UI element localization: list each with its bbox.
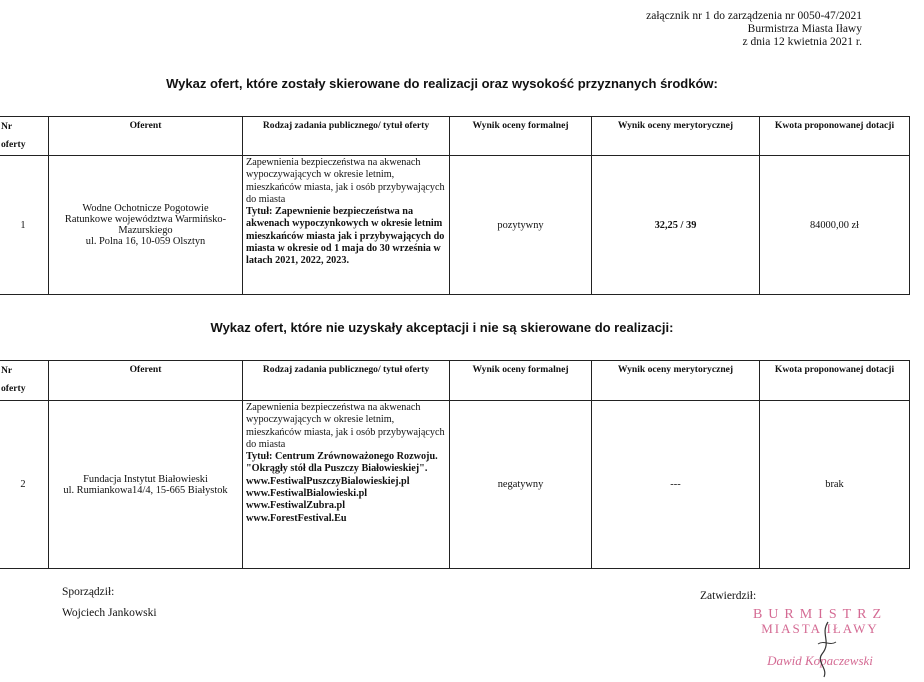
cell-nr: 1 — [0, 156, 49, 295]
stamp-city: MIASTA IŁAWY — [761, 621, 879, 636]
col-header-nr-line2: oferty — [1, 383, 26, 394]
cell-nr: 2 — [0, 401, 49, 569]
link-festiwal-bialowieski: www.FestiwalBialowieski.pl — [246, 488, 368, 500]
stamp-title: BURMISTRZ — [752, 607, 888, 622]
cell-oferent — [49, 156, 243, 295]
oferent-line2: ul. Rumiankowa14/4, 15-665 Białystok — [63, 484, 228, 496]
oferent-line1: Fundacja Instytut Białowieski — [83, 473, 208, 485]
cell-merit: 32,25 / 39 — [592, 156, 760, 295]
prepared-by-label: Sporządził: — [62, 586, 115, 598]
cell-formal: pozytywny — [450, 156, 592, 295]
oferent-line1: Wodne Ochotnicze Pogotowie — [82, 203, 209, 214]
link-festiwal-zubra: www.FestiwalZubra.pl — [246, 500, 346, 512]
col-header-oferent: Oferent — [49, 361, 243, 401]
col-header-task: Rodzaj zadania publicznego/ tytuł oferty — [243, 117, 450, 156]
section1-title: Wykaz ofert, które zostały skierowane do realizacji oraz wysokość przyznanych środków: — [166, 76, 718, 91]
table-row — [0, 156, 910, 295]
attachment-note — [560, 10, 862, 49]
col-header-amount: Kwota proponowanej dotacji — [760, 361, 910, 401]
cell-merit: --- — [592, 401, 760, 569]
cell-amount: brak — [760, 401, 910, 569]
col-header-nr — [0, 361, 49, 401]
attachment-note-line1: załącznik nr 1 do zarządzenia nr 0050-47/2021 — [646, 10, 862, 22]
approved-by-label: Zatwierdził: — [700, 590, 757, 602]
attachment-note-line3: z dnia 12 kwietnia 2021 r. — [742, 36, 862, 48]
col-header-nr-line1: Nr — [1, 365, 13, 376]
col-header-nr-line1: Nr — [1, 121, 13, 132]
col-header-merit: Wynik oceny merytorycznej — [592, 117, 760, 156]
table-header-row — [0, 361, 910, 401]
col-header-nr-line2: oferty — [1, 139, 26, 150]
cell-task — [243, 156, 450, 295]
stamp-name: Dawid Kopaczewski — [767, 653, 873, 668]
table-header-row — [0, 117, 910, 156]
col-header-amount: Kwota proponowanej dotacji — [760, 117, 910, 156]
rejected-offers-table — [0, 360, 910, 569]
task-description: Zapewnienia bezpieczeństwa na akwenach wypoczywających w okresie letnim, mieszkańców miasta, jak i osób przybywających do miasta — [246, 157, 445, 205]
cell-oferent — [49, 401, 243, 569]
cell-formal: negatywny — [450, 401, 592, 569]
task-title: Tytuł: Centrum Zrównoważonego Rozwoju. "Okrągły stół dla Puszczy Białowieskiej". — [246, 451, 438, 475]
task-description: Zapewnienia bezpieczeństwa na akwenach wypoczywających w okresie letnim, mieszkańców miasta, jak i osób przybywających do miasta — [246, 402, 445, 450]
col-header-formal: Wynik oceny formalnej — [450, 361, 592, 401]
col-header-task: Rodzaj zadania publicznego/ tytuł oferty — [243, 361, 450, 401]
cell-task — [243, 401, 450, 569]
table-row — [0, 401, 910, 569]
attachment-note-line2: Burmistrza Miasta Iławy — [747, 23, 862, 35]
task-title: Tytuł: Zapewnienie bezpieczeństwa na akwenach wypoczynkowych w okresie letnim mieszkańców miasta jak i przybywających do miasta w okresie od 1 maja do 30 września w latach 2021, 2022, 2023. — [246, 206, 445, 267]
col-header-formal: Wynik oceny formalnej — [450, 117, 592, 156]
accepted-offers-table — [0, 116, 910, 295]
prepared-by-name: Wojciech Jankowski — [62, 607, 157, 619]
cell-amount: 84000,00 zł — [760, 156, 910, 295]
oferent-line3: Mazurskiego — [118, 225, 173, 236]
col-header-oferent: Oferent — [49, 117, 243, 156]
oferent-line2: Ratunkowe województwa Warmińsko- — [64, 214, 227, 225]
link-forest-festival: www.ForestFestival.Eu — [246, 512, 347, 524]
col-header-nr — [0, 117, 49, 156]
oferent-line4: ul. Polna 16, 10-059 Olsztyn — [85, 236, 206, 247]
link-festiwal-puszczy: www.FestiwalPuszczyBialowieskiej.pl — [246, 475, 410, 487]
col-header-merit: Wynik oceny merytorycznej — [592, 361, 760, 401]
handwritten-signature — [810, 620, 840, 678]
section2-title: Wykaz ofert, które nie uzyskały akceptacji i nie są skierowane do realizacji: — [210, 320, 674, 335]
